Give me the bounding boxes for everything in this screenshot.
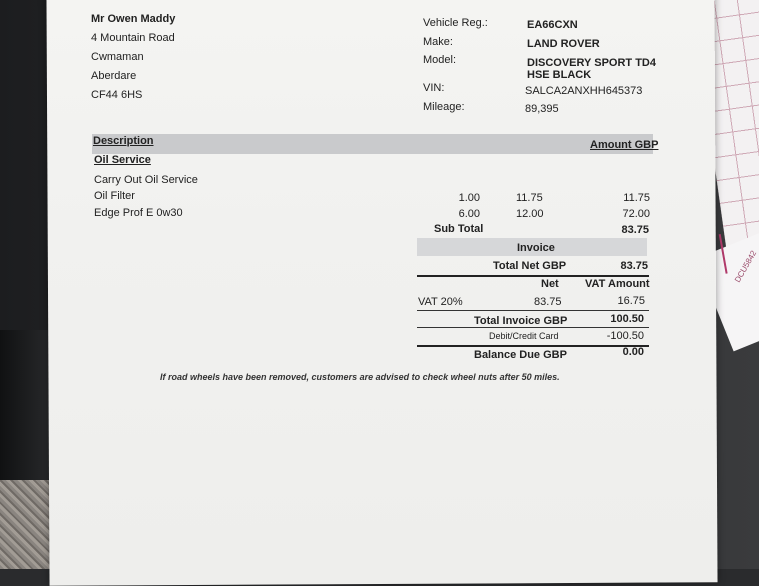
address-postcode: CF44 6HS — [91, 89, 143, 101]
vehicle-reg-label: Vehicle Reg.: — [423, 17, 488, 29]
card-payment-label: Debit/Credit Card — [489, 331, 559, 341]
card-payment-value: -100.50 — [606, 330, 644, 342]
make-label: Make: — [423, 36, 453, 48]
total-invoice-value: 100.50 — [610, 313, 644, 325]
total-net-value: 83.75 — [620, 260, 648, 272]
line-qty: 1.00 — [458, 192, 480, 204]
divider — [417, 327, 649, 328]
net-column-header: Net — [541, 278, 559, 290]
make-value: LAND ROVER — [527, 38, 600, 50]
address-line: Cwmaman — [91, 51, 144, 63]
line-description: Edge Prof E 0w30 — [94, 207, 183, 219]
total-net-label: Total Net GBP — [493, 260, 567, 272]
line-description: Carry Out Oil Service — [94, 174, 198, 186]
balance-due-label: Balance Due GBP — [474, 349, 567, 361]
vat-amount-column-header: VAT Amount — [585, 278, 650, 290]
customer-name: Mr Owen Maddy — [91, 13, 176, 25]
invoice-title: Invoice — [517, 242, 555, 254]
divider — [417, 310, 649, 311]
subtotal-label: Sub Total — [434, 223, 484, 235]
line-amount: 11.75 — [623, 192, 650, 204]
subtotal-value: 83.75 — [621, 224, 649, 236]
line-description: Oil Filter — [94, 190, 135, 202]
amount-header: Amount GBP — [590, 139, 659, 151]
address-line: Aberdare — [91, 70, 137, 82]
divider — [417, 275, 649, 277]
model-line-1: DISCOVERY SPORT TD4 — [527, 57, 656, 69]
description-header-bar — [92, 134, 653, 154]
model-label: Model: — [423, 54, 457, 66]
total-invoice-label: Total Invoice GBP — [474, 315, 568, 327]
line-price: 12.00 — [516, 208, 544, 220]
vin-label: VIN: — [423, 82, 445, 94]
address-line: 4 Mountain Road — [91, 32, 175, 44]
mileage-label: Mileage: — [423, 101, 465, 113]
vat-amount-value: 16.75 — [617, 295, 645, 307]
wheel-nut-notice: If road wheels have been removed, customers are advised to check wheel nuts after 50 miles. — [160, 372, 560, 382]
vin-value: SALCA2ANXHH645373 — [525, 85, 643, 97]
line-price: 11.75 — [516, 192, 543, 204]
line-qty: 6.00 — [458, 208, 480, 220]
vehicle-reg: EA66CXN — [527, 19, 578, 31]
balance-due-value: 0.00 — [622, 346, 644, 358]
mileage-value: 89,395 — [525, 103, 559, 115]
vat-rate-label: VAT 20% — [418, 296, 463, 308]
side-sheet-code: DCU5842 — [732, 249, 759, 284]
line-amount: 72.00 — [622, 208, 650, 220]
model-line-2: HSE BLACK — [527, 69, 592, 81]
section-title: Oil Service — [94, 154, 151, 166]
description-header: Description — [93, 135, 154, 147]
vat-net-value: 83.75 — [534, 296, 562, 308]
